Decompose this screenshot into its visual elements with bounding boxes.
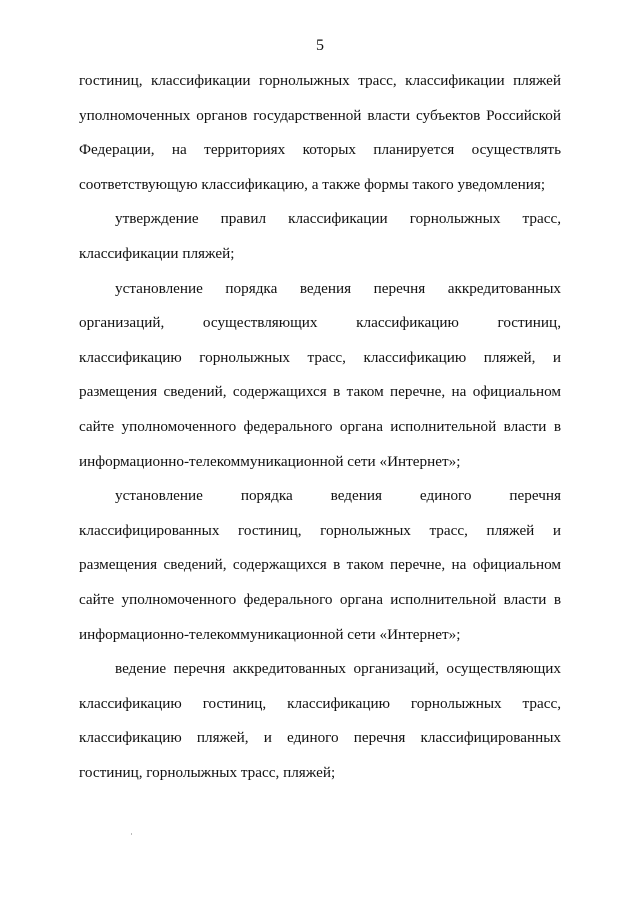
paragraph-3: установление порядка ведения перечня аккредитованных организаций, осуществляющих классификацию гостиниц, классификацию горнолыжных трасс, классификацию пляжей, и размещения сведений, содержащихся в таком перечне, на официальном сайте уполномоченного федерального органа исполнительной власти в информационно-телекоммуникационной сети «Интернет»; xyxy=(79,279,561,470)
page-number: 5 xyxy=(316,37,324,54)
paragraph-4: установление порядка ведения единого перечня классифицированных гостиниц, горнолыжных трасс, пляжей и размещения сведений, содержащихся в таком перечне, на официальном сайте уполномоченного федерального органа исполнительной власти в информационно-телекоммуникационной сети «Интернет»; xyxy=(79,487,561,643)
paragraph-1: гостиниц, классификации горнолыжных трасс, классификации пляжей уполномоченных органов государственной власти субъектов Российской Федерации, на территориях которых планируется осуществлять соответствующую классификацию, а также формы такого уведомления; xyxy=(79,72,561,193)
scan-speck xyxy=(131,833,132,835)
document-body xyxy=(79,64,561,790)
paragraph-2: утверждение правил классификации горнолыжных трасс, классификации пляжей; xyxy=(79,210,561,262)
paragraph-5: ведение перечня аккредитованных организаций, осуществляющих классификацию гостиниц, классификацию горнолыжных трасс, классификацию пляжей, и единого перечня классифицированных гостиниц, горнолыжных трасс, пляжей; xyxy=(79,660,561,781)
